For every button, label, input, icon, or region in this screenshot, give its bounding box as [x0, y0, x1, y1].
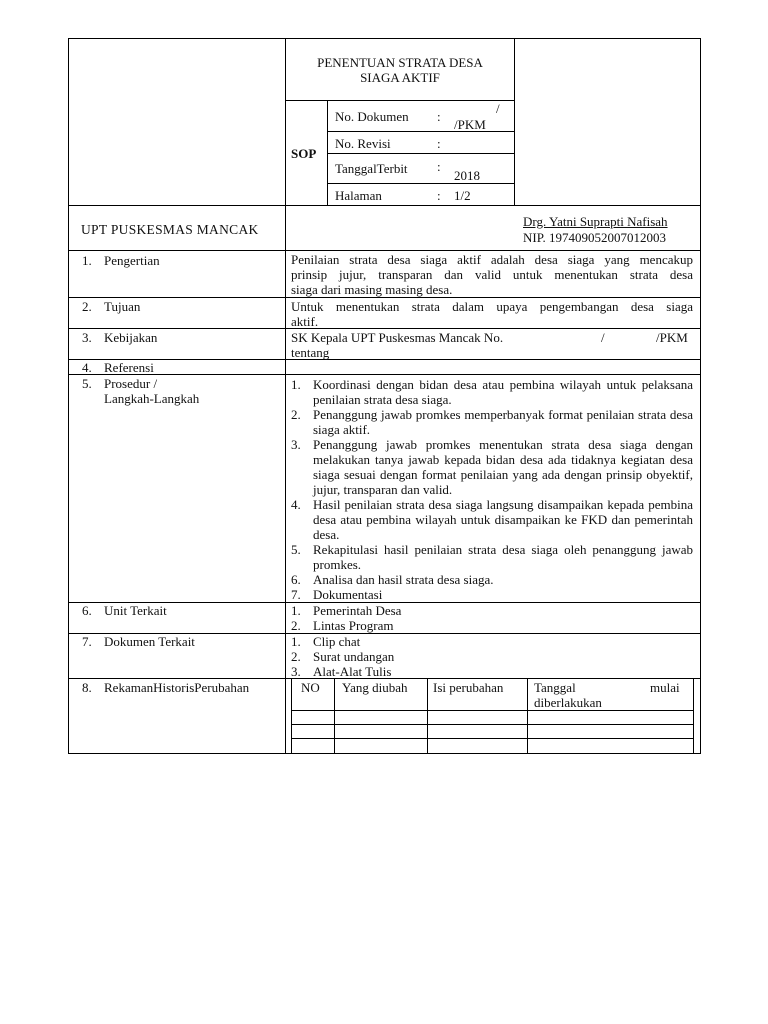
- history-table-border: [291, 679, 292, 753]
- page-value: 1/2: [454, 188, 471, 203]
- history-table-border: [693, 679, 694, 753]
- list-item: [291, 542, 693, 572]
- step-text: Hasil penilaian strata desa siaga langsung disampaikan kepada pembina desa atau pembina wilayah untuk disampaikan ke FKD dan pemerintah desa.: [313, 497, 693, 542]
- item-number: 3.: [291, 664, 301, 679]
- document-title-line2: SIAGA AKTIF: [360, 70, 440, 85]
- issue-date-value: 2018: [454, 168, 480, 183]
- doc-number-value: /PKM: [454, 117, 486, 132]
- doc-number-label: No. Dokumen: [335, 109, 409, 124]
- list-item: [291, 634, 693, 649]
- item-text: Lintas Program: [313, 618, 394, 633]
- item-number: 1.: [291, 603, 301, 618]
- table-border-right: [700, 38, 701, 754]
- history-col-no: NO: [301, 680, 320, 695]
- signer-nip: NIP. 197409052007012003: [523, 230, 667, 245]
- divider: [68, 374, 701, 375]
- section-label-rekaman: RekamanHistorisPerubahan: [104, 680, 250, 695]
- signer-name: Drg. Yatni Suprapti Nafisah: [523, 214, 668, 229]
- page-label: Halaman: [335, 188, 382, 203]
- organization-name: UPT PUSKESMAS MANCAK: [81, 222, 259, 237]
- step-number: 2.: [291, 407, 301, 422]
- issue-date-label: TanggalTerbit: [335, 161, 408, 176]
- divider: [68, 359, 701, 360]
- table-border-left: [68, 38, 69, 754]
- divider: [327, 183, 515, 184]
- list-item: [291, 572, 693, 587]
- list-item: [291, 407, 693, 437]
- procedure-steps: [291, 377, 693, 602]
- list-item: [291, 618, 693, 633]
- issue-date-colon: :: [437, 159, 441, 174]
- list-item: [291, 497, 693, 542]
- step-number: 5.: [291, 542, 301, 557]
- list-item: [291, 649, 693, 664]
- step-number: 7.: [291, 587, 301, 602]
- section-label-kebijakan: Kebijakan: [104, 330, 158, 345]
- section-number: 7.: [82, 634, 92, 649]
- step-text: Dokumentasi: [313, 587, 383, 602]
- section-label-dokumen-terkait: Dokumen Terkait: [104, 634, 195, 649]
- history-col-divider: [334, 679, 335, 753]
- kebijakan-pkm: /PKM: [656, 330, 688, 345]
- divider: [68, 205, 701, 206]
- item-text: Surat undangan: [313, 649, 395, 664]
- divider: [285, 100, 515, 101]
- step-number: 4.: [291, 497, 301, 512]
- item-text: Clip chat: [313, 634, 361, 649]
- sop-label: SOP: [291, 146, 317, 161]
- divider: [68, 297, 701, 298]
- history-col-changed: Yang diubah: [342, 680, 408, 695]
- divider: [327, 153, 515, 154]
- divider: [68, 250, 701, 251]
- kebijakan-slash: /: [601, 330, 605, 345]
- revision-colon: :: [437, 136, 441, 151]
- kebijakan-tentang: tentang: [291, 345, 330, 360]
- item-number: 1.: [291, 634, 301, 649]
- doc-number-slash: /: [496, 101, 500, 116]
- step-number: 1.: [291, 377, 301, 392]
- section-label-unit-terkait: Unit Terkait: [104, 603, 167, 618]
- section-number: 8.: [82, 680, 92, 695]
- page-colon: :: [437, 188, 441, 203]
- step-text: Koordinasi dengan bidan desa atau pembina wilayah untuk pelaksana penilaian strata desa siaga.: [313, 377, 693, 407]
- history-col-content: Isi perubahan: [433, 680, 504, 695]
- history-row-divider: [291, 738, 694, 739]
- step-text: Analisa dan hasil strata desa siaga.: [313, 572, 494, 587]
- item-text: Pemerintah Desa: [313, 603, 402, 618]
- table-border-top: [68, 38, 701, 39]
- divider: [514, 38, 515, 205]
- history-col-divider: [427, 679, 428, 753]
- revision-label: No. Revisi: [335, 136, 391, 151]
- section-number: 6.: [82, 603, 92, 618]
- divider: [327, 131, 515, 132]
- section-label-referensi: Referensi: [104, 360, 154, 375]
- history-col-date: Tanggal: [534, 680, 576, 695]
- step-text: Penanggung jawab promkes memperbanyak format penilaian strata desa siaga aktif.: [313, 407, 693, 437]
- section-label-langkah: Langkah-Langkah: [104, 391, 200, 406]
- step-text: Penanggung jawab promkes menentukan strata desa siaga dengan melakukan tanya jawab kepada bidan desa ada tidaknya kegiatan desa siaga sesuai dengan format penilaian yang ada dengan prinsip obyektif, jujur, transparan dan valid.: [313, 437, 693, 497]
- pengertian-line: Penilaian strata desa siaga aktif adalah desa siaga yang mencakup: [291, 252, 693, 267]
- section-label-tujuan: Tujuan: [104, 299, 141, 314]
- unit-terkait-list: [291, 603, 693, 633]
- history-col-start: mulai: [650, 680, 680, 695]
- section-label-pengertian: Pengertian: [104, 253, 160, 268]
- history-col-effective: diberlakukan: [534, 695, 602, 710]
- section-number: 5.: [82, 376, 92, 391]
- pengertian-line: siaga dari masing masing desa.: [291, 282, 453, 297]
- divider: [285, 38, 286, 754]
- history-col-divider: [527, 679, 528, 753]
- history-row-divider: [291, 710, 694, 711]
- dokumen-terkait-list: [291, 634, 693, 679]
- table-border-bottom: [68, 753, 701, 754]
- doc-number-colon: :: [437, 109, 441, 124]
- step-number: 3.: [291, 437, 301, 452]
- list-item: [291, 587, 693, 602]
- list-item: [291, 603, 693, 618]
- list-item: [291, 664, 693, 679]
- section-number: 4.: [82, 360, 92, 375]
- item-number: 2.: [291, 618, 301, 633]
- section-label-prosedur: Prosedur /: [104, 376, 158, 391]
- document-title-line1: PENENTUAN STRATA DESA: [317, 55, 483, 70]
- history-row-divider: [291, 724, 694, 725]
- tujuan-line: Untuk menentukan strata dalam upaya pengembangan desa siaga: [291, 299, 693, 314]
- section-number: 3.: [82, 330, 92, 345]
- kebijakan-text: SK Kepala UPT Puskesmas Mancak No.: [291, 330, 504, 345]
- section-number: 1.: [82, 253, 92, 268]
- tujuan-line: aktif.: [291, 314, 319, 329]
- step-text: Rekapitulasi hasil penilaian strata desa siaga oleh penanggung jawab promkes.: [313, 542, 693, 572]
- item-number: 2.: [291, 649, 301, 664]
- section-number: 2.: [82, 299, 92, 314]
- step-number: 6.: [291, 572, 301, 587]
- pengertian-line: prinsip jujur, transparan dan valid untuk menentukan strata desa: [291, 267, 693, 282]
- list-item: [291, 377, 693, 407]
- list-item: [291, 437, 693, 497]
- item-text: Alat-Alat Tulis: [313, 664, 392, 679]
